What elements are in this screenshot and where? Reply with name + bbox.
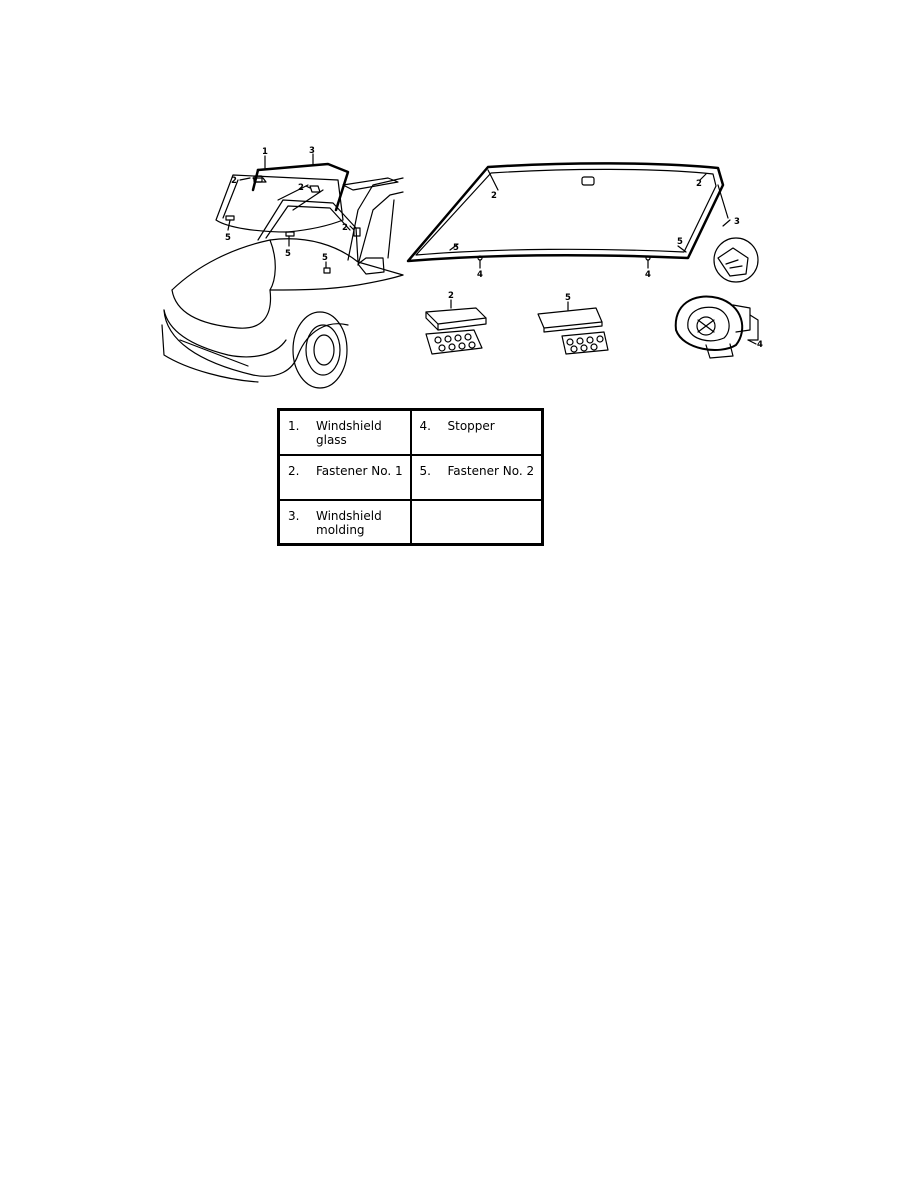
vehicle-illustration <box>162 154 403 388</box>
legend-number: 2. <box>288 463 300 478</box>
fastener-no2-illustration <box>538 302 608 354</box>
legend-number: 3. <box>288 508 300 523</box>
stopper-illustration <box>676 297 758 358</box>
callout-1: 1 <box>262 147 268 157</box>
legend-label: Windshield glass <box>316 419 382 447</box>
legend-label: Fastener No. 2 <box>447 463 535 478</box>
callout-5: 5 <box>565 293 571 303</box>
callout-2: 2 <box>448 291 454 301</box>
legend-cell <box>411 410 543 455</box>
callout-4: 4 <box>645 270 651 280</box>
legend-label: Fastener No. 1 <box>316 463 403 478</box>
legend-row <box>279 455 543 500</box>
legend-row <box>279 410 543 455</box>
legend-label: Windshield molding <box>316 508 382 537</box>
callout-3: 3 <box>309 146 315 156</box>
legend-number: 1. <box>288 419 300 433</box>
fastener-no1-illustration <box>426 300 486 354</box>
legend-label: Stopper <box>447 419 495 433</box>
legend-cell-empty <box>411 500 543 545</box>
legend-row <box>279 500 543 545</box>
legend-number: 5. <box>419 463 431 478</box>
callout-2: 2 <box>231 176 237 186</box>
callout-5: 5 <box>322 253 328 263</box>
legend-cell <box>279 500 411 545</box>
legend-number: 4. <box>419 419 431 433</box>
legend-cell <box>411 455 543 500</box>
callout-4: 4 <box>477 270 483 280</box>
callout-2: 2 <box>696 179 702 189</box>
molding-detail-illustration <box>714 238 758 282</box>
callout-2: 2 <box>491 191 497 201</box>
callout-5: 5 <box>225 233 231 243</box>
callout-2: 2 <box>342 223 348 233</box>
callout-4: 4 <box>757 340 763 350</box>
parts-legend-table <box>277 408 544 546</box>
callout-5: 5 <box>453 243 459 253</box>
windshield-exploded-diagram <box>158 140 768 402</box>
callout-5: 5 <box>677 237 683 247</box>
callout-2: 2 <box>298 183 304 193</box>
callout-5: 5 <box>285 249 291 259</box>
callout-3: 3 <box>734 217 740 227</box>
legend-cell <box>279 455 411 500</box>
legend-cell <box>279 410 411 455</box>
